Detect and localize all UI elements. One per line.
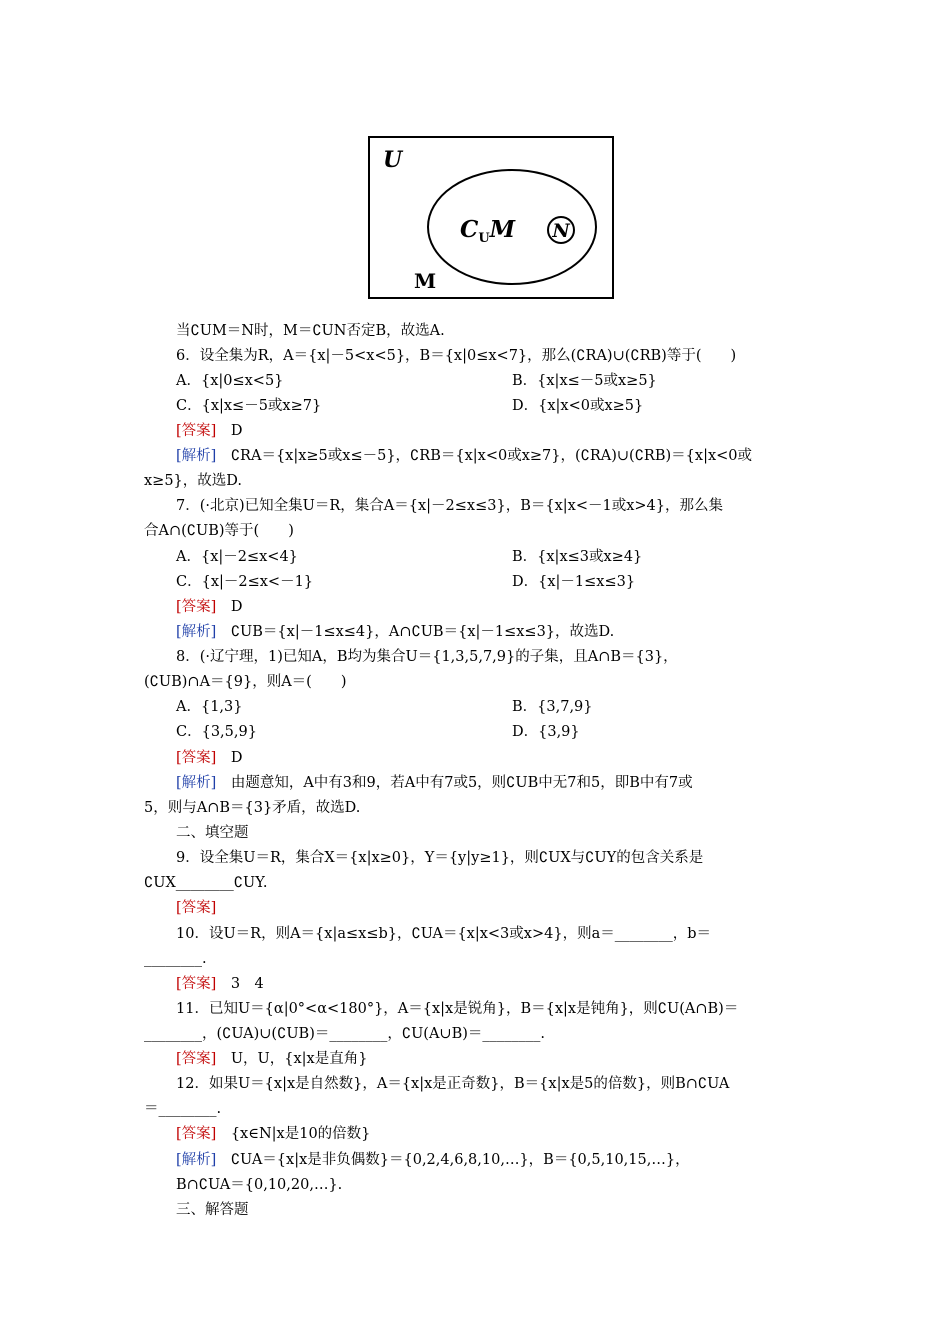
label-u: U [383,147,403,173]
analysis-tag: [解析] [176,775,217,791]
analysis-text: ∁RA＝{x|x≥5或x≤－5}，∁RB＝{x|x<0或x≥7}，(∁RA)∪(∁RB)＝{x|x<0或 [216,448,753,464]
analysis-tag: [解析] [176,1152,217,1168]
option-d: D．{x|x<0或x≥5} [512,398,644,414]
text-line: 5，则与A∩B＝{3}矛盾，故选D. [144,800,361,816]
answer-tag: [答案] [176,750,217,766]
analysis-line [176,446,752,466]
analysis-text: 由题意知，A中有3和9，若A中有7或5，则∁UB中无7和5，即B中有7或 [216,775,693,791]
question-9: 9．设全集U＝R，集合X＝{x|x≥0}，Y＝{y|y≥1}，则∁UX与∁UY的包含关系是 [176,850,704,866]
option-a: A．{x|0≤x<5} [176,373,284,389]
text-line: x≥5}，故选D. [144,473,242,489]
option-d: D．{3,9} [512,724,580,740]
answer-line [176,748,242,768]
option-c: C．{x|x≤－5或x≥7} [176,398,322,414]
question-12: 12．如果U＝{x|x是自然数}，A＝{x|x是正奇数}，B＝{x|x是5的倍数}，则B∩∁UA [176,1076,730,1092]
text-line: ________，(∁UA)∪(∁UB)＝________，∁U(A∪B)＝________. [144,1026,545,1042]
answer-line [176,597,242,617]
analysis-text: ∁UA＝{x|x是非负偶数}＝{0,2,4,6,8,10,…}，B＝{0,5,10,15,…}， [216,1152,690,1168]
text-line: 合A∩(∁UB)等于( ) [144,523,294,539]
text-line: ∁UX________∁UY. [144,875,268,891]
text-line: 当∁UM＝N时，M＝∁UN否定B，故选A. [176,323,445,339]
answer-line [176,1049,367,1069]
option-b: B．{x|x≤－5或x≥5} [512,373,657,389]
text-line: (∁UB)∩A＝{9}，则A＝( ) [144,674,347,690]
answer-text: 3 4 [216,976,264,992]
answer-text: U，U，{x|x是直角} [216,1051,368,1067]
answer-line [176,421,242,441]
section-heading: 三、解答题 [176,1202,249,1218]
answer-text: D [216,423,243,439]
option-a: A．{x|－2≤x<4} [176,549,298,565]
analysis-tag: [解析] [176,624,217,640]
question-8: 8．(·辽宁理，1)已知A，B均为集合U＝{1,3,5,7,9}的子集，且A∩B＝{3}， [176,649,678,665]
answer-tag: [答案] [176,599,217,615]
label-n: N [552,220,570,242]
question-11: 11．已知U＝{α|0°<α<180°}，A＝{x|x是锐角}，B＝{x|x是钝角}，则∁U(A∩B)＝ [176,1001,739,1017]
option-d: D．{x|－1≤x≤3} [512,574,636,590]
answer-line [176,974,264,994]
question-6: 6．设全集为R，A＝{x|－5<x<5}，B＝{x|0≤x<7}，那么(∁RA)∪(∁RB)等于( ) [176,348,737,364]
question-10: 10．设U＝R，则A＝{x|a≤x≤b}，∁UA＝{x|x<3或x>4}，则a＝________，b＝ [176,926,711,942]
analysis-tag: [解析] [176,448,217,464]
text-line: ________. [144,951,207,967]
answer-tag: [答案] [176,1126,217,1142]
answer-text: D [216,750,243,766]
label-cum: $C_UM$ [460,216,516,246]
text-line: B∩∁UA＝{0,10,20,…}. [176,1177,343,1193]
answer-line [176,898,216,918]
option-a: A．{1,3} [176,699,243,715]
text-line: ＝________. [144,1101,222,1117]
answer-tag: [答案] [176,423,217,439]
option-b: B．{3,7,9} [512,699,593,715]
venn-diagram [368,136,614,299]
analysis-text: ∁UB＝{x|－1≤x≤4}，A∩∁UB＝{x|－1≤x≤3}，故选D. [216,624,615,640]
option-c: C．{x|－2≤x<－1} [176,574,314,590]
answer-tag: [答案] [176,976,217,992]
label-m: M [414,269,437,293]
analysis-line [176,773,693,793]
section-heading: 二、填空题 [176,825,249,841]
analysis-line [176,622,614,642]
answer-line [176,1124,370,1144]
answer-text: D [216,599,243,615]
option-b: B．{x|x≤3或x≥4} [512,549,643,565]
question-7: 7．(·北京)已知全集U＝R，集合A＝{x|－2≤x≤3}，B＝{x|x<－1或x>4}，那么集 [176,498,723,514]
answer-text: {x∈N|x是10的倍数} [216,1126,371,1142]
answer-tag: [答案] [176,1051,217,1067]
option-row [176,371,283,391]
analysis-line [176,1150,690,1170]
option-c: C．{3,5,9} [176,724,257,740]
answer-tag: [答案] [176,900,217,916]
